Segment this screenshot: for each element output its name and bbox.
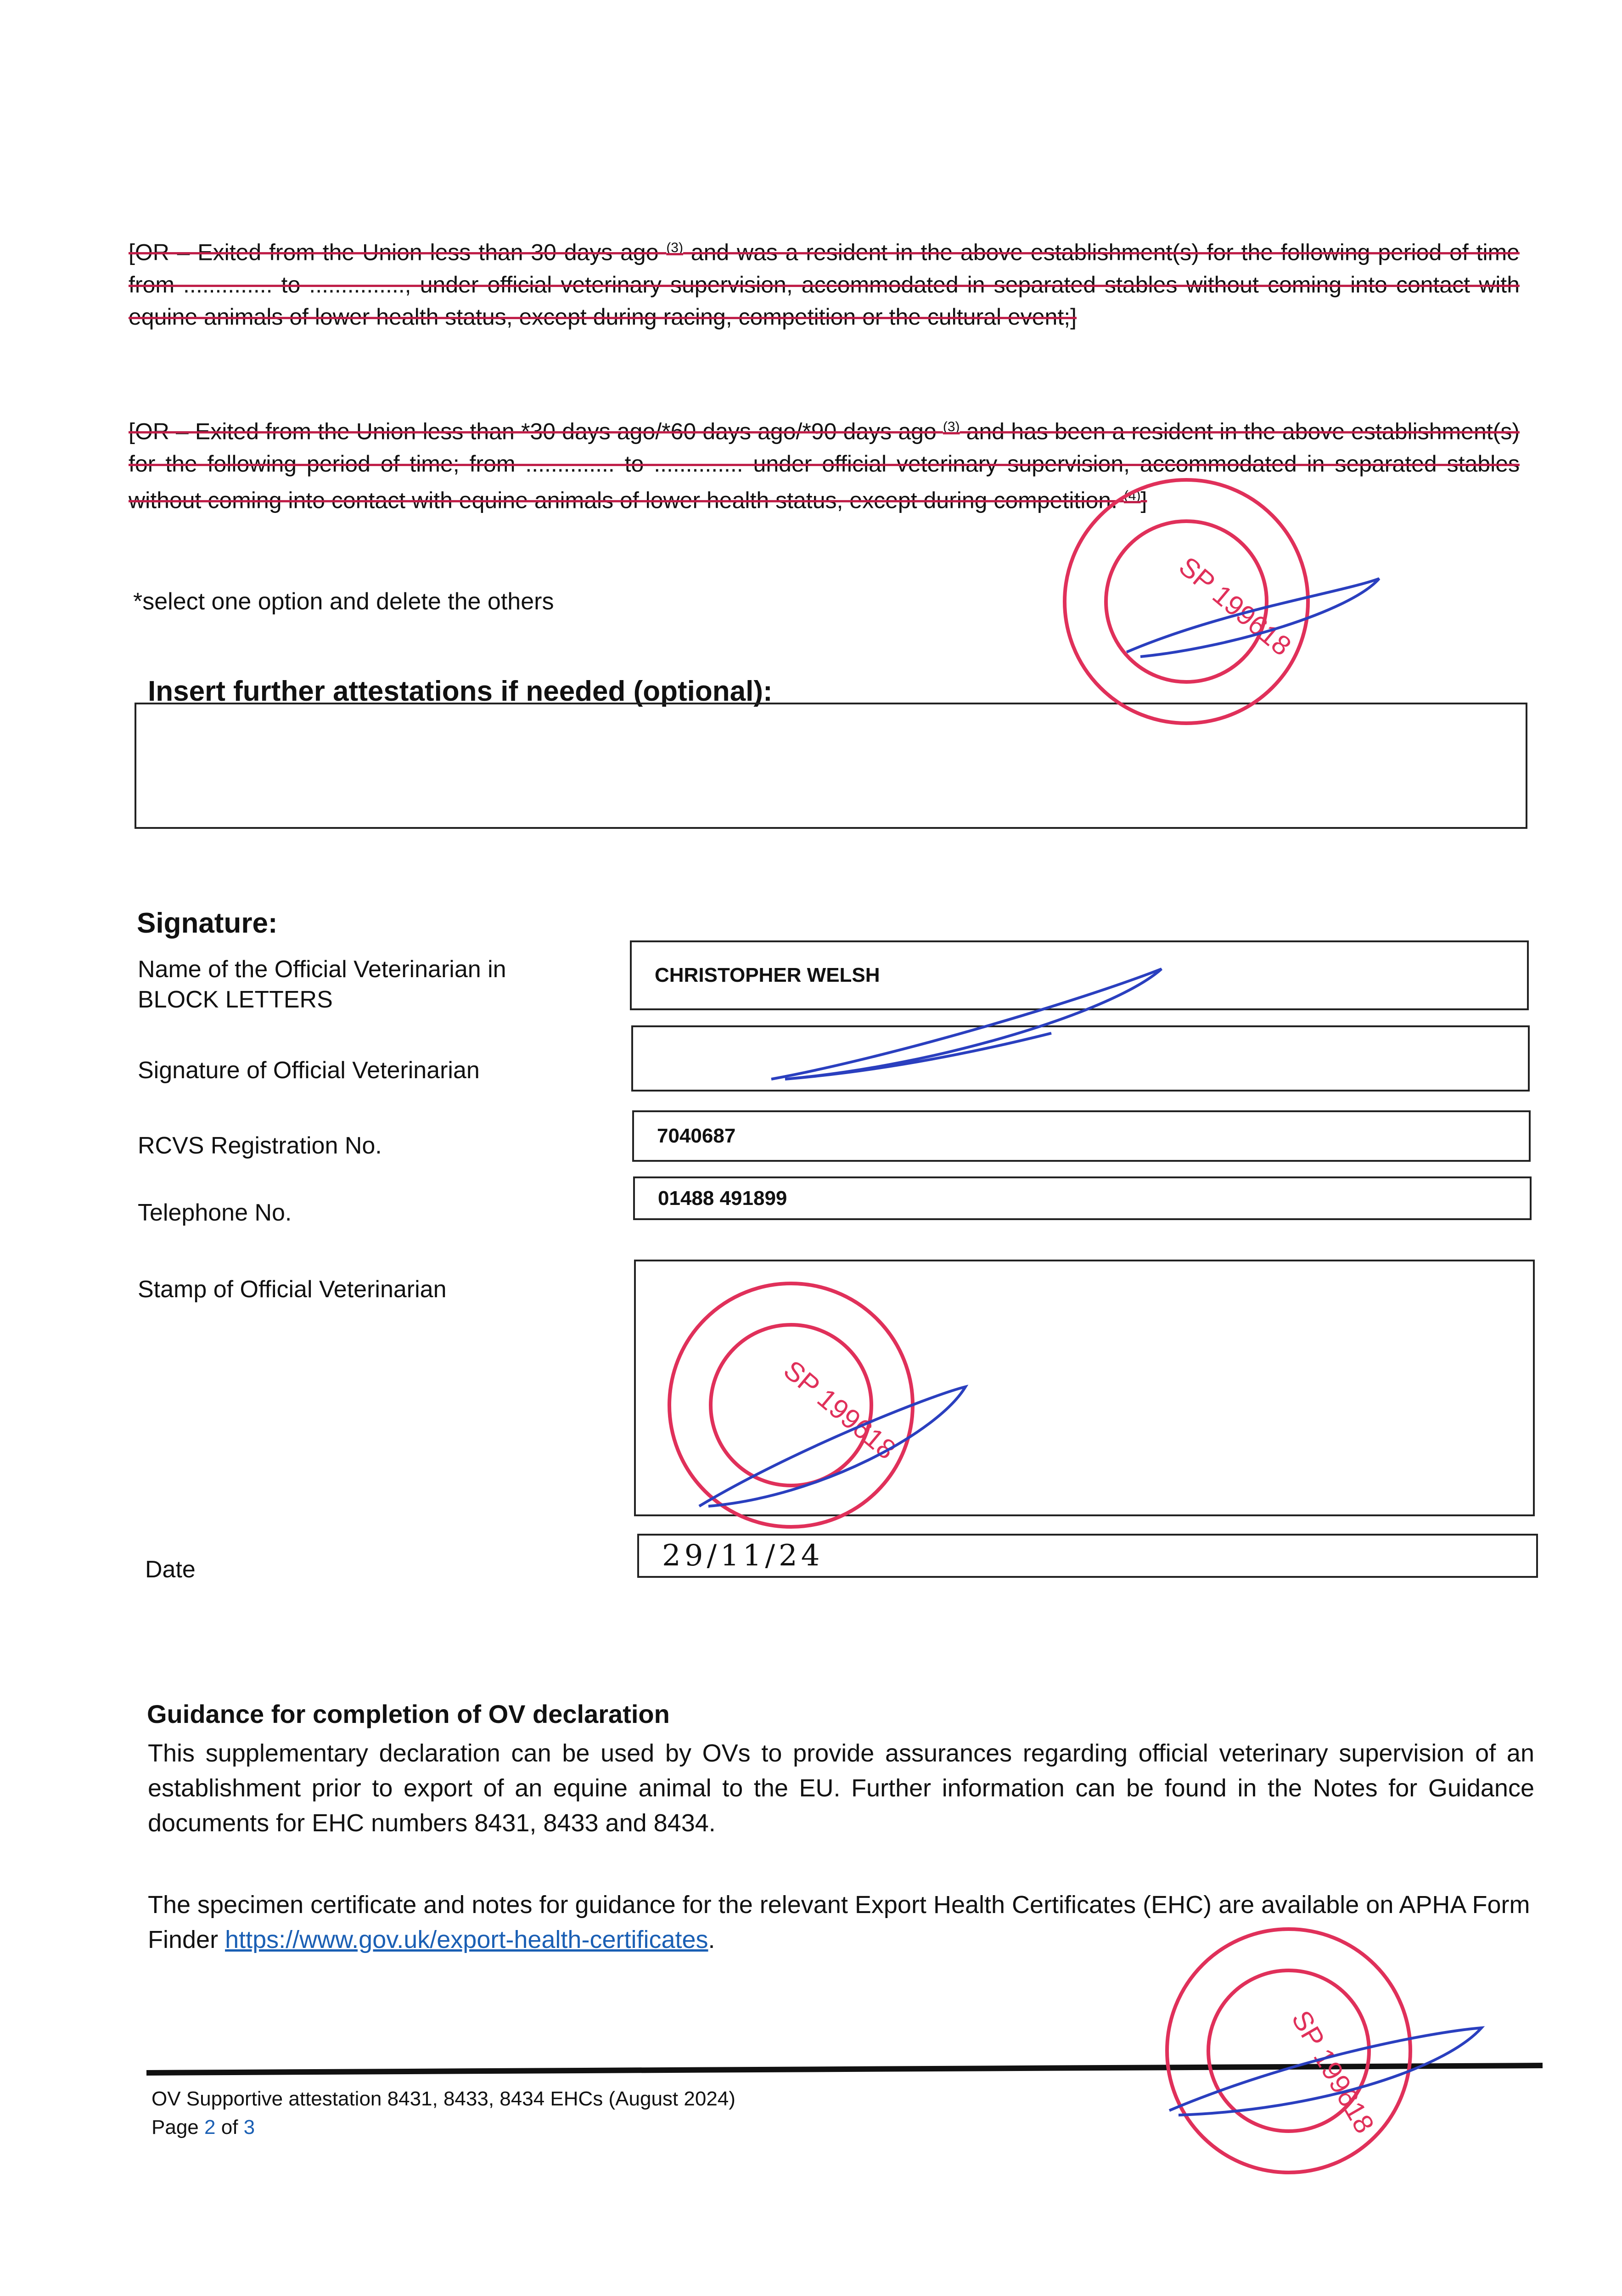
- signature-heading: Signature:: [137, 907, 278, 939]
- signature-label: Signature of Official Veterinarian: [138, 1057, 480, 1084]
- signature-field[interactable]: [631, 1025, 1530, 1092]
- further-heading: Insert further attestations if needed (optional):: [148, 675, 773, 707]
- stamp-field[interactable]: [634, 1260, 1535, 1516]
- struck-attestation-1: [OR – Exited from the Union less than 30 days ago $^{(3)}$ and was a resident in the above establishment(s) for the following period of time from .............. to ..............., under official veterinary supervision, accommodated in separated stables without coming into contact with equine animals of lower health status, except during racing, competition or the cultural event;]: [129, 239, 1520, 330]
- telephone-field[interactable]: 01488 491899: [633, 1176, 1532, 1220]
- date-field[interactable]: 29/11/24: [637, 1534, 1538, 1578]
- telephone-label: Telephone No.: [138, 1199, 292, 1226]
- footer-title: OV Supportive attestation 8431, 8433, 8434 EHCs (August 2024): [152, 2088, 735, 2110]
- select-note: *select one option and delete the others: [133, 588, 554, 615]
- guidance-heading: Guidance for completion of OV declaration: [147, 1699, 670, 1728]
- rcvs-field[interactable]: 7040687: [632, 1110, 1531, 1162]
- guidance-paragraph-2: The specimen certificate and notes for guidance for the relevant Export Health Certificates (EHC) are available on APHA Form Finder https://www.gov.uk/export-health-certificates.: [148, 1891, 1530, 1953]
- svg-text:SP 199618: SP 199618: [778, 1354, 902, 1465]
- ehc-link[interactable]: https://www.gov.uk/export-health-certificates: [225, 1926, 708, 1953]
- name-label: Name of the Official Veterinarian in BLOCK LETTERS: [138, 956, 506, 1013]
- stamp-label: Stamp of Official Veterinarian: [138, 1276, 447, 1303]
- page-number: Page 2 of 3: [152, 2116, 255, 2138]
- guidance-paragraph-1: This supplementary declaration can be used by OVs to provide assurances regarding official veterinary supervision of an establishment prior to export of an equine animal to the EU. Further information can be found in the Notes for Guidance documents for EHC numbers 8431, 8433 and 8434.: [148, 1739, 1534, 1837]
- date-label: Date: [145, 1556, 196, 1583]
- struck-attestation-2: [OR – Exited from the Union less than *30 days ago/*60 days ago/*90 days ago $^{(3)}$ and has been a resident in the above establishment(s) for the following period of time; from .............. to .............. under official veterinary supervision, accommodated in separated stables without coming into contact with equine animals of lower health status, except during competition. $^{(4)}$]: [129, 418, 1520, 513]
- official-veterinarian-stamp-3: [1160, 1922, 1500, 2179]
- svg-text:SP 199618: SP 199618: [1285, 2005, 1381, 2138]
- svg-text:SP 199618: SP 199618: [1173, 551, 1297, 662]
- name-field[interactable]: CHRISTOPHER WELSH: [630, 940, 1529, 1010]
- rcvs-label: RCVS Registration No.: [138, 1132, 382, 1159]
- further-attestations-field[interactable]: [135, 703, 1527, 829]
- footer: [152, 2085, 735, 2142]
- footer-rule: [146, 2063, 1543, 2076]
